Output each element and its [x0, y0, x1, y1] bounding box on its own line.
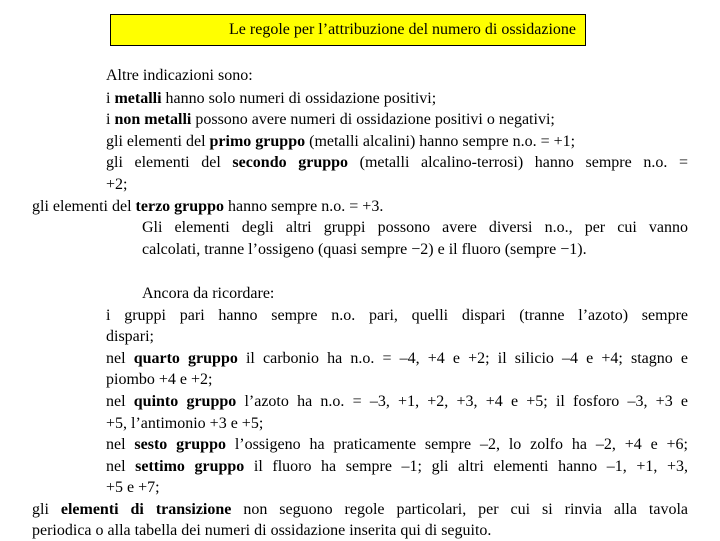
section2-intro: Ancora da ricordare:: [142, 285, 275, 302]
rule-altri-gruppi: Gli elementi degli altri gruppi possono avere diversi n.o., per cui vanno: [142, 219, 688, 236]
rule-text: gli: [32, 501, 61, 518]
rule-secondo-gruppo: [106, 153, 688, 173]
rule-text: i: [106, 111, 115, 128]
rule-text: nel: [106, 393, 134, 410]
rule-quinto-gruppo: [106, 392, 688, 412]
rule-text: i: [106, 90, 115, 107]
rule-keyword: secondo gruppo: [232, 154, 349, 171]
rule-secondo-gruppo-cont: +2;: [106, 176, 128, 193]
rule-text: hanno sempre n.o. = +3.: [223, 198, 384, 215]
rule-keyword: quinto gruppo: [133, 393, 237, 410]
rule-elementi-transizione-cont: periodica o alla tabella dei numeri di ossidazione inserita qui di seguito.: [32, 522, 492, 539]
rule-text: nel: [106, 350, 134, 367]
rule-text: (metalli alcalino-terrosi) hanno sempre n.o. =: [348, 154, 688, 171]
rule-settimo-gruppo: [106, 457, 688, 477]
rule-text: l’ossigeno ha praticamente sempre –2, lo zolfo ha –2, +4 e +6;: [225, 436, 689, 453]
rule-gruppi-pari-cont: dispari;: [106, 328, 154, 345]
rule-non-metalli: [106, 110, 555, 130]
rule-text: gli elementi del: [106, 133, 210, 150]
rule-quarto-gruppo: [106, 349, 688, 369]
rule-keyword: terzo gruppo: [135, 198, 224, 215]
rule-text: il fluoro ha sempre –1; gli altri elementi hanno –1, +1, +3,: [244, 458, 689, 475]
rule-altri-gruppi-cont: calcolati, tranne l’ossigeno (quasi sempre −2) e il fluoro (sempre −1).: [142, 241, 587, 258]
rule-quarto-gruppo-cont: piombo +4 e +2;: [106, 371, 213, 388]
rule-text: hanno solo numeri di ossidazione positivi;: [161, 90, 437, 107]
rule-keyword: elementi di transizione: [60, 501, 232, 518]
rule-elementi-transizione: [32, 500, 688, 520]
rule-primo-gruppo: [106, 132, 575, 152]
title-box: [110, 14, 586, 46]
rule-keyword: settimo gruppo: [135, 458, 245, 475]
rule-text: l’azoto ha n.o. = –3, +1, +2, +3, +4 e +5; il fosforo –3, +3 e: [236, 393, 689, 410]
rule-text: gli elementi del: [32, 198, 136, 215]
rule-keyword: metalli: [114, 90, 162, 107]
page-title: Le regole per l’attribuzione del numero di ossidazione: [229, 21, 576, 38]
rule-sesto-gruppo: [106, 435, 688, 455]
rule-keyword: quarto gruppo: [133, 350, 238, 367]
rule-text: (metalli alcalini) hanno sempre n.o. = +1;: [305, 133, 576, 150]
rule-text: nel: [106, 436, 135, 453]
rule-text: possono avere numeri di ossidazione positivi o negativi;: [191, 111, 555, 128]
rule-settimo-gruppo-cont: +5 e +7;: [106, 479, 160, 496]
rule-text: gli elementi del: [106, 154, 233, 171]
rule-keyword: non metalli: [114, 111, 192, 128]
rule-text: nel: [106, 458, 136, 475]
rule-gruppi-pari: i gruppi pari hanno sempre n.o. pari, quelli dispari (tranne l’azoto) sempre: [106, 307, 688, 324]
rule-text: non seguono regole particolari, per cui si rinvia alla tavola: [231, 501, 689, 518]
rule-text: il carbonio ha n.o. = –4, +4 e +2; il silicio –4 e +4; stagno e: [237, 350, 688, 367]
section1-intro: Altre indicazioni sono:: [106, 67, 253, 84]
rule-quinto-gruppo-cont: +5, l’antimonio +3 e +5;: [106, 415, 264, 432]
rule-metalli: [106, 89, 436, 109]
rule-keyword: primo gruppo: [209, 133, 306, 150]
rule-terzo-gruppo: [32, 197, 383, 217]
rule-keyword: sesto gruppo: [134, 436, 226, 453]
